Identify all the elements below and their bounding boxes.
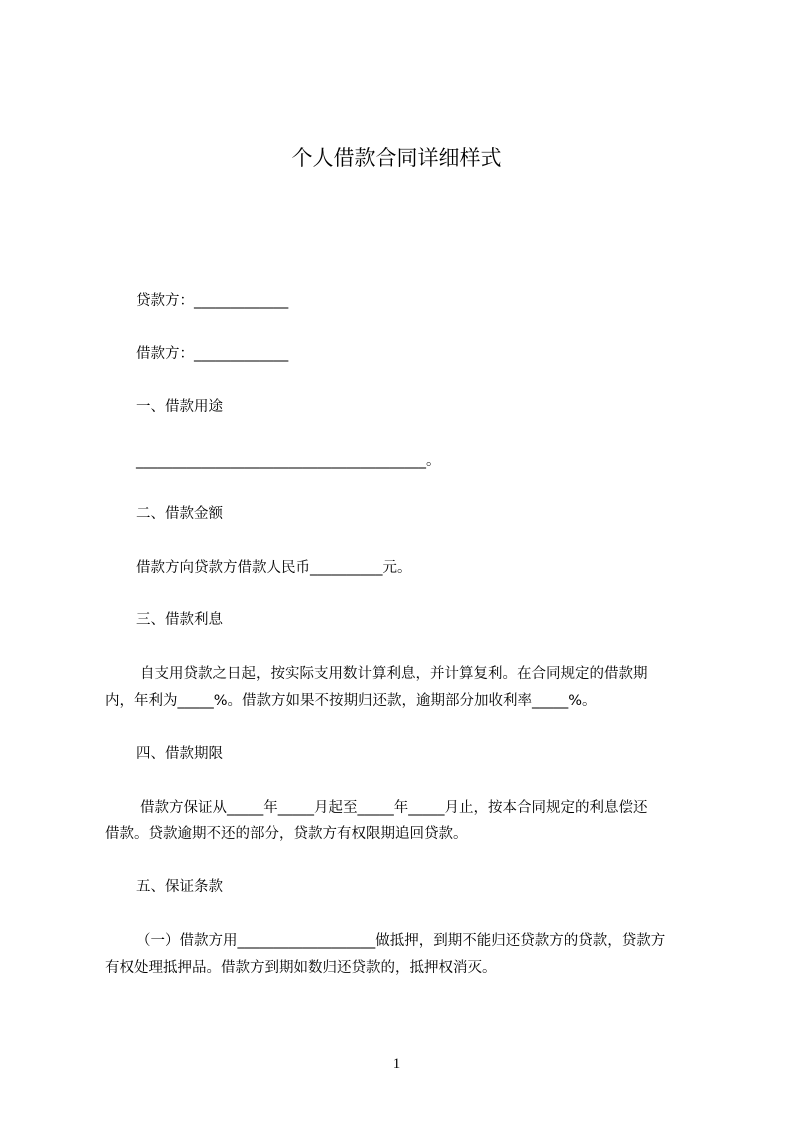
section-5-line-2: 有权处理抵押品。借款方到期如数归还贷款的，抵押权消灭。 [105,960,497,976]
section-5-line-1: （一）借款方用___________________做抵押，到期不能归还贷款方的贷款，贷款方 [136,933,666,949]
section-1-heading: 一、借款用途 [136,399,223,415]
borrower-field: 借款方：_____________ [136,346,289,362]
section-4-line-2: 借款。贷款逾期不还的部分，贷款方有权限期追回贷款。 [105,826,468,842]
lender-field: 贷款方：_____________ [136,293,289,309]
document-title: 个人借款合同详细样式 [291,146,502,170]
section-1-body: ________________________________________。 [136,453,441,469]
section-3-line-2: 内，年利为_____%。借款方如果不按期归还款，逾期部分加收利率_____%。 [105,693,597,709]
section-2-heading: 二、借款金额 [136,506,223,522]
section-2-body: 借款方向贷款方借款人民币__________元。 [136,560,412,576]
section-4-line-1: 借款方保证从_____年_____月起至_____年_____月止，按本合同规定的利息偿还 [140,800,648,816]
section-3-heading: 三、借款利息 [136,612,223,628]
section-3-line-1: 自支用贷款之日起，按实际支用数计算利息，并计算复利。在合同规定的借款期 [140,666,648,682]
section-4-heading: 四、借款期限 [136,746,223,762]
page-number: 1 [392,1056,401,1072]
section-5-heading: 五、保证条款 [136,879,223,895]
